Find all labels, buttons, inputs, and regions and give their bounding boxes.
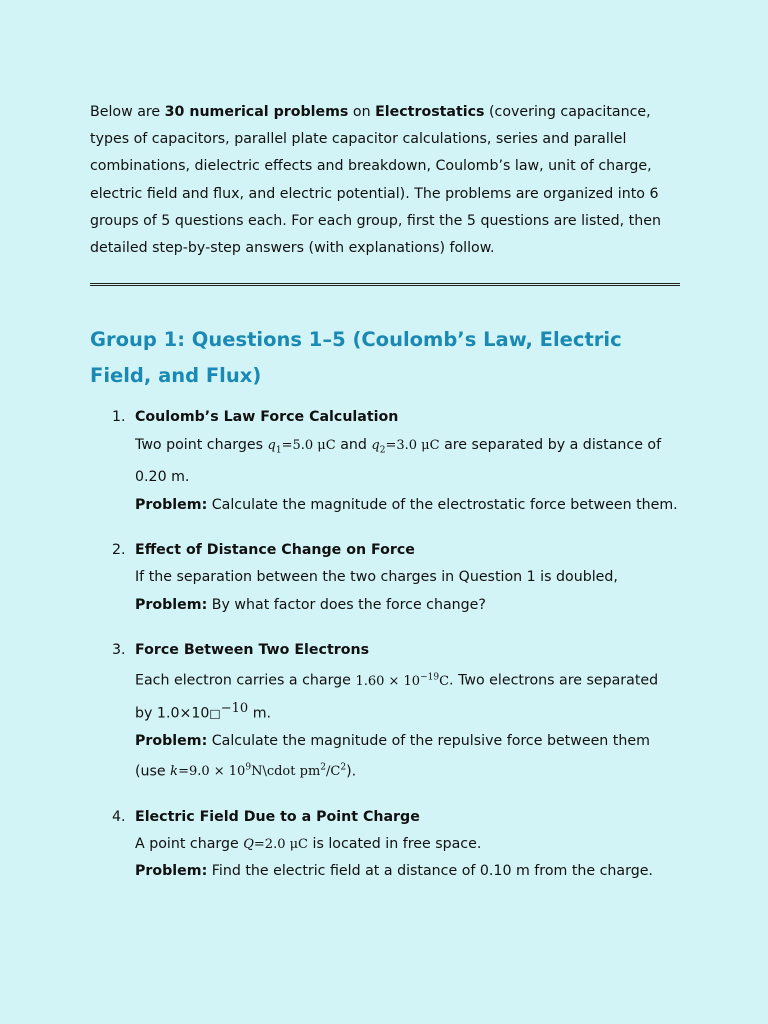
math-unit: N\cdot pm xyxy=(251,764,321,780)
text-run: Two point charges xyxy=(135,436,268,453)
math-exponent: −19 xyxy=(420,672,440,683)
question-title: Electric Field Due to a Point Charge xyxy=(135,808,420,825)
math-value: =9.0 × 10 xyxy=(178,764,246,780)
question-title: Effect of Distance Change on Force xyxy=(135,542,415,558)
math-value: 1.60 × 10 xyxy=(355,673,421,689)
text-run: are separated by a distance of 0.20 m. xyxy=(135,436,662,486)
problem-text: By what factor does the force change? xyxy=(207,596,486,613)
missing-glyph-box: □ xyxy=(209,706,221,721)
question-number: 1. xyxy=(112,409,126,426)
question-item xyxy=(90,537,680,619)
math-value: =3.0 μC xyxy=(385,437,440,453)
document-page xyxy=(90,99,680,904)
problem-statement xyxy=(135,492,680,519)
math-point-charge xyxy=(243,837,308,852)
intro-bold-count: 30 numerical problems xyxy=(164,104,349,120)
question-text xyxy=(135,664,680,728)
problem-text: Find the electric field at a distance of 0.10 m from the charge. xyxy=(207,863,653,880)
intro-bold-topic: Electrostatics xyxy=(375,104,485,120)
problem-label: Problem: xyxy=(135,496,208,513)
math-exponent: 2 xyxy=(320,763,327,774)
question-number: 2. xyxy=(112,542,126,558)
text-run: and xyxy=(335,436,372,453)
text-run: m. xyxy=(248,705,272,722)
math-q2 xyxy=(371,437,440,456)
math-electron-charge xyxy=(355,674,449,689)
question-item xyxy=(90,404,680,519)
math-unit: C xyxy=(439,673,450,689)
problem-text: ). xyxy=(346,763,357,780)
group-heading: Group 1: Questions 1–5 (Coulomb’s Law, Electric Field, and Flux) xyxy=(90,328,622,388)
problem-statement xyxy=(135,858,680,885)
problem-statement xyxy=(135,592,680,619)
math-coulomb-constant xyxy=(170,764,346,779)
question-number: 3. xyxy=(112,641,126,658)
math-exponent: 9 xyxy=(245,763,252,774)
question-item xyxy=(90,804,680,886)
problem-label: Problem: xyxy=(135,596,208,613)
text-run: is located in free space. xyxy=(308,836,482,853)
math-symbol: q xyxy=(267,437,276,453)
question-list xyxy=(90,404,680,885)
math-symbol: k xyxy=(170,764,179,780)
question-text xyxy=(135,432,680,492)
math-subscript: 2 xyxy=(379,445,386,456)
question-title: Coulomb’s Law Force Calculation xyxy=(135,409,399,426)
question-title: Force Between Two Electrons xyxy=(135,641,370,658)
math-q1 xyxy=(267,437,336,456)
question-text xyxy=(135,831,680,858)
problem-label: Problem: xyxy=(135,863,208,880)
question-item xyxy=(90,637,680,786)
intro-text: on xyxy=(348,104,376,120)
intro-text: Below are xyxy=(90,104,165,120)
problem-label: Problem: xyxy=(135,732,208,749)
question-text: If the separation between the two charges in Question 1 is doubled, xyxy=(135,569,618,586)
text-run: A point charge xyxy=(135,836,244,853)
problem-statement xyxy=(135,728,680,786)
math-unit: /C xyxy=(326,764,341,780)
horizontal-rule xyxy=(90,283,680,286)
problem-text: Calculate the magnitude of the electrostatic force between them. xyxy=(207,496,678,513)
math-value: =2.0 μC xyxy=(253,837,309,853)
problem-text: Calculate the magnitude of the repulsive force between them (use xyxy=(135,732,650,780)
question-number: 4. xyxy=(112,808,126,825)
math-exponent: −10 xyxy=(220,700,249,716)
intro-paragraph xyxy=(90,99,680,262)
math-subscript: 1 xyxy=(275,445,282,456)
math-exponent: 2 xyxy=(340,763,347,774)
text-run: . Two electrons are separated by 1.0×10 xyxy=(135,672,659,722)
math-symbol: Q xyxy=(243,837,254,853)
intro-text: (covering capacitance, types of capacitors, parallel plate capacitor calculations, series and parallel combinations, dielectric effects and breakdown, Coulomb’s law, unit of charge, electric field and flux, and electric potential). The problems are organized into 6 groups of 5 questions each. For each group, first the 5 questions are listed, then detailed step-by-step answers (with explanations) follow. xyxy=(90,104,661,257)
math-value: =5.0 μC xyxy=(281,437,336,453)
math-symbol: q xyxy=(371,437,380,453)
text-run: Each electron carries a charge xyxy=(135,672,356,689)
